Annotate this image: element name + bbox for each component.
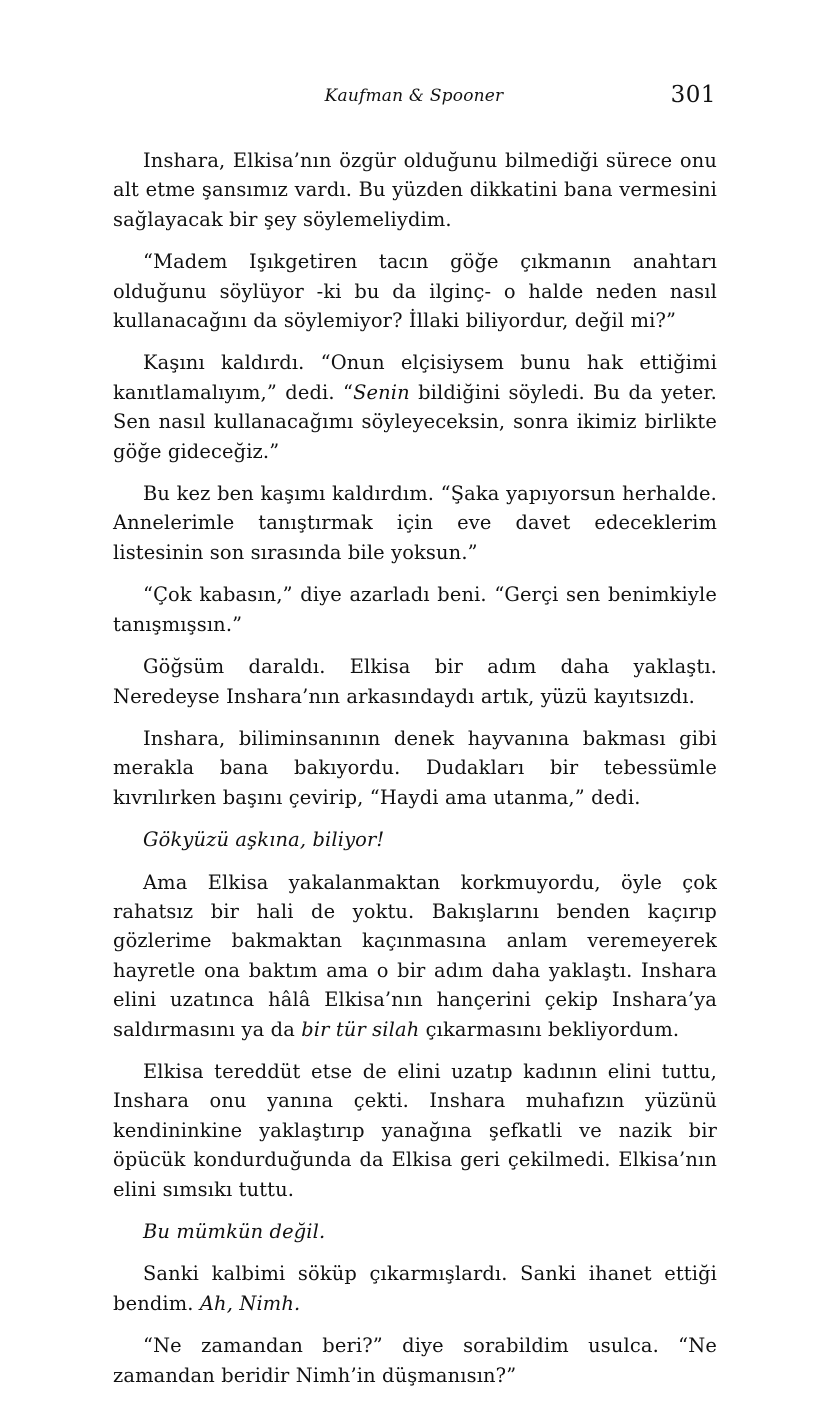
paragraph: Kaşını kaldırdı. “Onun elçisiysem bunu hak ettiğimi kanıtlamalıyım,” dedi. “Senin bildiğini söyledi. Bu da yeter. Sen nasıl kullanacağımı söyleyeceksin, sonra ikimiz birlikte göğe gideceğiz.” — [113, 351, 717, 463]
paragraph: “Madem Işıkgetiren tacın göğe çıkmanın anahtarı olduğunu söylüyor -ki bu da ilginç- o halde neden nasıl kullanacağını da söylemiyor? İllaki biliyordur, değil mi?” — [113, 250, 717, 333]
running-header — [112, 82, 716, 116]
paragraph: Inshara, Elkisa’nın özgür olduğunu bilmediği sürece onu alt etme şansımız vardı. Bu yüzden dikkatini bana vermesini sağlayacak bir şey söylemeliydim. — [113, 149, 717, 231]
page-number: 301 — [670, 82, 716, 108]
emphasis: bir tür silah — [301, 1017, 420, 1041]
paragraph: “Ne zamandan beri?” diye sorabildim usulca. “Ne zamandan beridir Nimh’in düşmanısın?” — [113, 1334, 717, 1387]
paragraph: Sanki kalbimi söküp çıkarmışlardı. Sanki ihanet ettiği bendim. Ah, Nimh. — [113, 1262, 717, 1315]
body-text — [113, 146, 717, 1403]
emphasis: Senin — [353, 380, 410, 404]
header-title: Kaufman & Spooner — [324, 86, 504, 106]
paragraph: Göğsüm daraldı. Elkisa bir adım daha yaklaştı. Neredeyse Inshara’nın arkasındaydı artık, yüzü kayıtsızdı. — [113, 655, 717, 708]
italic-thought: Bu mümkün değil. — [143, 1220, 326, 1243]
paragraph: Bu kez ben kaşımı kaldırdım. “Şaka yapıyorsun herhalde. Annelerimle tanıştırmak için eve davet edeceklerim listesinin son sırasında bile yoksun.” — [113, 482, 717, 564]
paragraph: Elkisa tereddüt etse de elini uzatıp kadının elini tuttu, Inshara onu yanına çekti. Inshara muhafızın yüzünü kendininkine yaklaştırıp yanağına şefkatli ve nazik bir öpücük kondurduğunda da Elkisa geri çekilmedi. Elkisa’nın elini sımsıkı tuttu. — [113, 1059, 717, 1201]
paragraph: Ama Elkisa yakalanmaktan korkmuyordu, öyle çok rahatsız bir hali de yoktu. Bakışlarını benden kaçırıp gözlerime bakmaktan kaçınmasına anlam veremeyerek hayretle ona baktım ama o bir adım daha yaklaştı. Inshara elini uzatınca hâlâ Elkisa’nın hançerini çekip Inshara’ya saldırmasını ya da bir tür silah çıkarmasını bekliyordum. — [113, 870, 717, 1041]
paragraph: “Çok kabasın,” diye azarladı beni. “Gerçi sen benimkiyle tanışmışsın.” — [113, 583, 717, 636]
paragraph: Inshara, biliminsanının denek hayvanına bakması gibi merakla bana bakıyordu. Dudakları bir tebessümle kıvrılırken başını çevirip, “Haydi ama utanma,” dedi. — [113, 726, 717, 809]
italic-thought: Gökyüzü aşkına, biliyor! — [143, 828, 385, 852]
emphasis: Ah, Nimh. — [199, 1291, 301, 1315]
